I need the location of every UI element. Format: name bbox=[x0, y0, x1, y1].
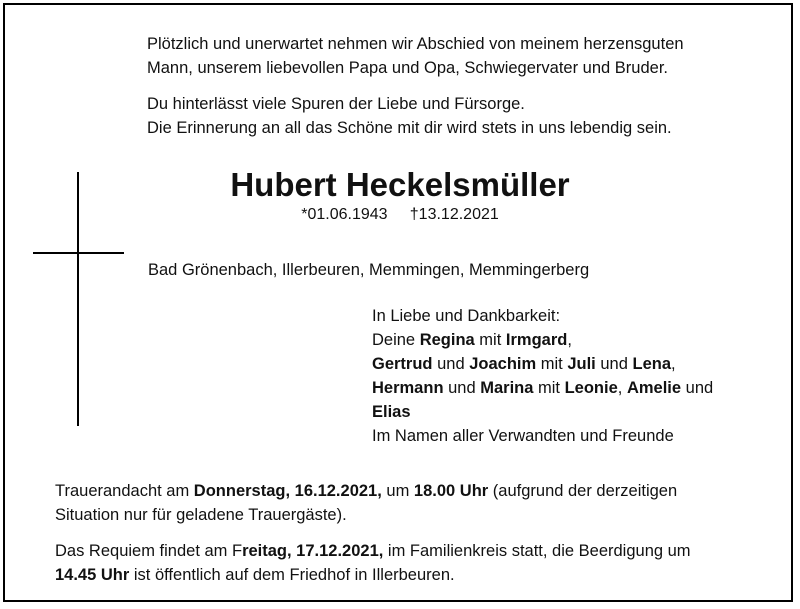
places: Bad Grönenbach, Illerbeuren, Memmingen, Memmingerberg bbox=[148, 261, 590, 279]
requiem-line-2: 14.45 Uhr ist öffentlich auf dem Friedhof in Illerbeuren. bbox=[55, 566, 455, 584]
mourners-line-3: Hermann und Marina mit Leonie, Amelie und bbox=[372, 379, 714, 397]
mourners-relatives: Im Namen aller Verwandten und Freunde bbox=[372, 427, 674, 445]
intro-line-4: Die Erinnerung an all das Schöne mit dir wird stets in uns lebendig sein. bbox=[147, 119, 672, 137]
deceased-name: Hubert Heckelsmüller bbox=[230, 166, 570, 203]
mourners-intro: In Liebe und Dankbarkeit: bbox=[372, 307, 561, 325]
birth-date: *01.06.1943 bbox=[301, 206, 388, 223]
mourners-line-4: Elias bbox=[372, 403, 411, 421]
mourners-line-2: Gertrud und Joachim mit Juli und Lena, bbox=[372, 355, 676, 373]
cross-icon-bar bbox=[33, 252, 124, 254]
intro-line-3: Du hinterlässt viele Spuren der Liebe und Fürsorge. bbox=[147, 95, 525, 113]
requiem-line-1: Das Requiem findet am Freitag, 17.12.2021, im Familienkreis statt, die Beerdigung um bbox=[55, 542, 691, 560]
service-line-2: Situation nur für geladene Trauergäste). bbox=[55, 506, 347, 524]
intro-line-2: Mann, unserem liebevollen Papa und Opa, Schwiegervater und Bruder. bbox=[147, 59, 668, 77]
service-line-1: Trauerandacht am Donnerstag, 16.12.2021, um 18.00 Uhr (aufgrund der derzeitigen bbox=[55, 482, 678, 500]
death-date: †13.12.2021 bbox=[409, 206, 499, 223]
intro-line-1: Plötzlich und unerwartet nehmen wir Abschied von meinem herzensguten bbox=[147, 35, 684, 53]
life-dates bbox=[0, 204, 800, 226]
mourners-line-1: Deine Regina mit Irmgard, bbox=[372, 331, 572, 349]
